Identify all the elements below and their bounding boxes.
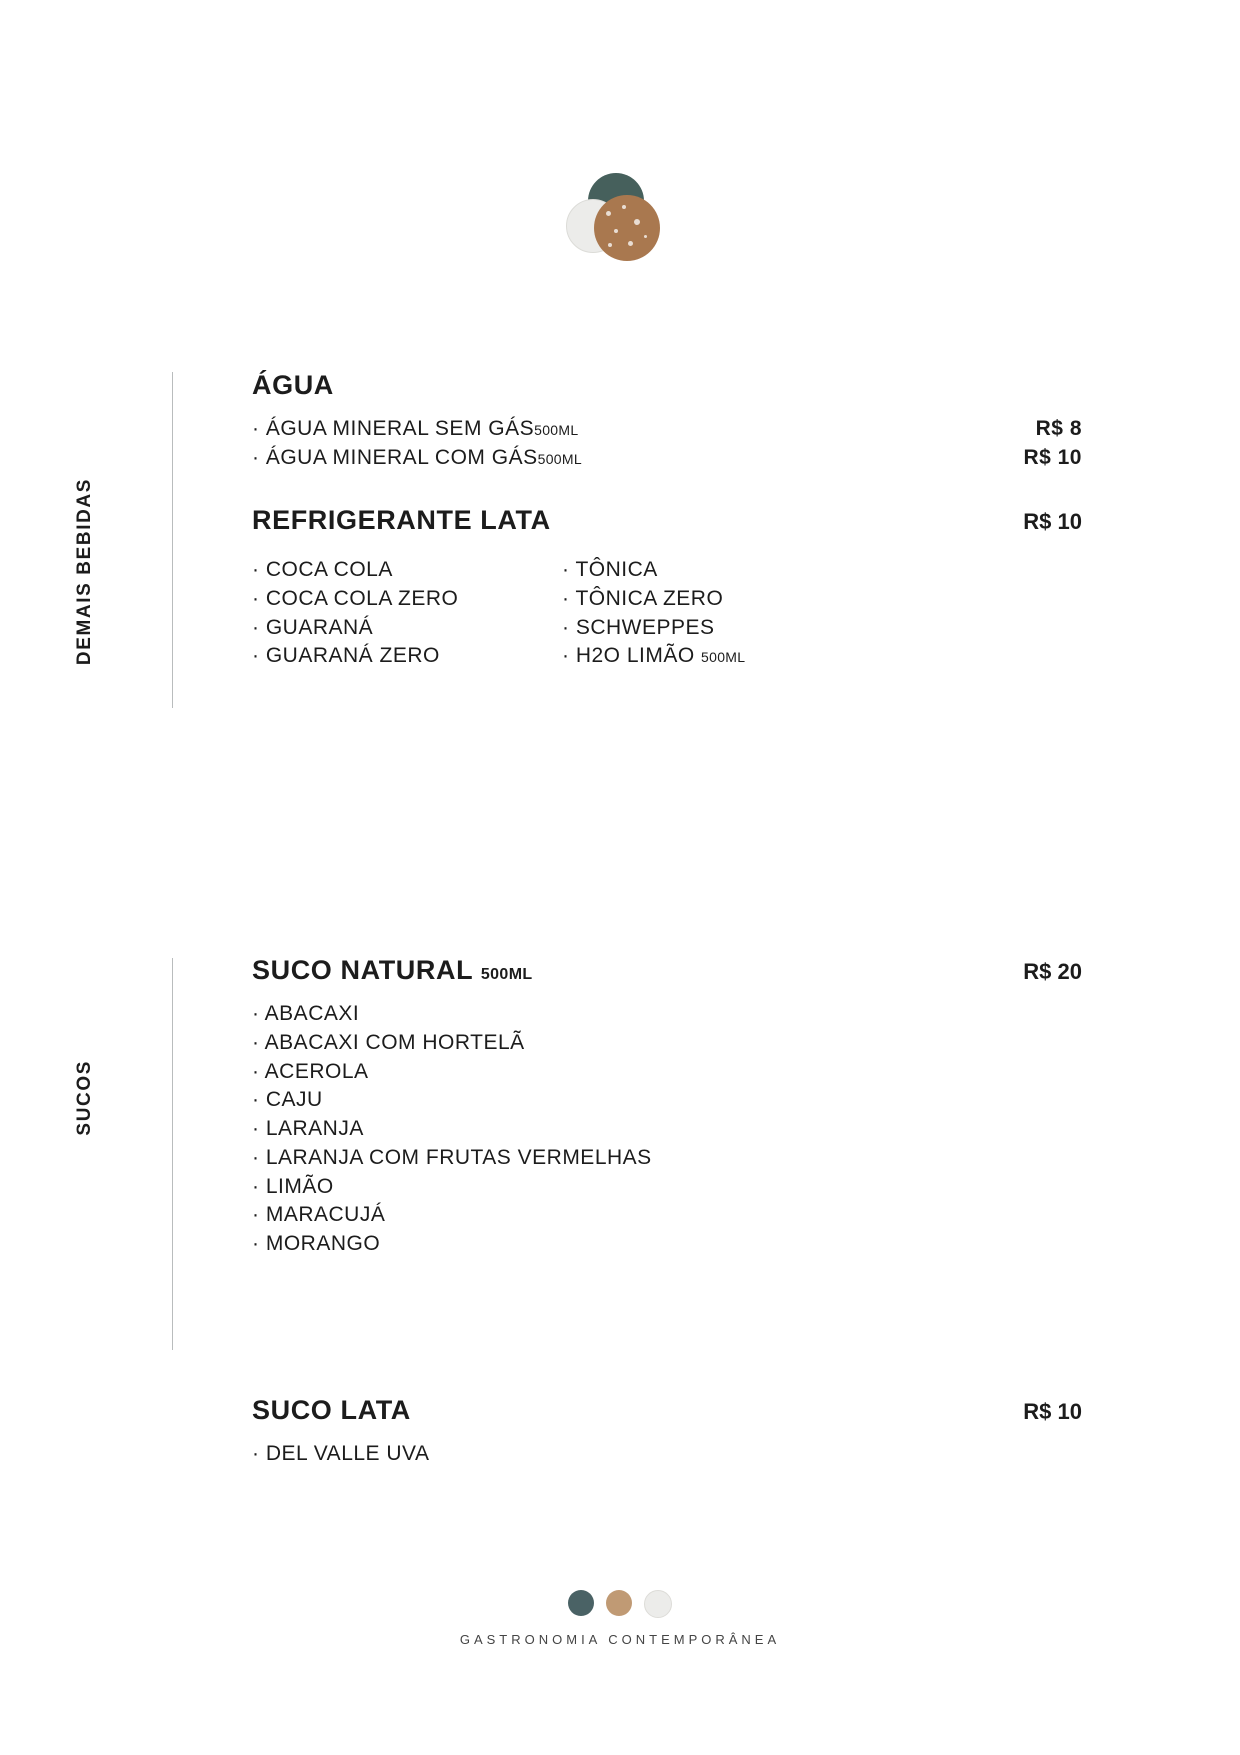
footer-logo-marks	[0, 1590, 1240, 1618]
footer-circle-cream	[644, 1590, 672, 1618]
menu-item-name: · LARANJA	[252, 1115, 364, 1144]
menu-item[interactable]	[252, 1201, 1082, 1230]
menu-item[interactable]	[252, 1173, 1082, 1202]
section-label-sucos: SUCOS	[74, 1060, 95, 1136]
section-items	[252, 1000, 1082, 1259]
logo-circle-copper	[594, 195, 660, 261]
menu-item-name: · LIMÃO	[252, 1173, 334, 1202]
items-column-right	[562, 556, 1082, 671]
menu-item-volume: 500ML	[701, 649, 746, 666]
menu-item[interactable]	[252, 1230, 1082, 1259]
section-header	[252, 505, 1082, 536]
menu-section-agua	[252, 370, 1082, 473]
footer-circle-copper	[606, 1590, 632, 1616]
section-title: SUCO NATURAL 500ML	[252, 955, 533, 985]
menu-item[interactable]	[252, 1440, 1082, 1469]
section-header	[252, 370, 1082, 401]
section-rule-demais-bebidas	[172, 372, 173, 708]
menu-item[interactable]	[252, 1000, 1082, 1029]
section-price: R$ 20	[1023, 959, 1082, 984]
menu-item[interactable]	[252, 1029, 1082, 1058]
menu-item[interactable]	[252, 585, 552, 614]
footer-tagline: GASTRONOMIA CONTEMPORÂNEA	[459, 1632, 781, 1647]
section-price: R$ 10	[1023, 509, 1082, 534]
section-title-volume: 500ML	[480, 966, 533, 983]
section-items	[252, 415, 1082, 473]
section-header	[252, 955, 1082, 986]
section-label-demais-bebidas: DEMAIS BEBIDAS	[74, 478, 95, 666]
menu-item[interactable]	[562, 585, 1082, 614]
menu-item-name: · TÔNICA ZERO	[562, 587, 723, 610]
menu-item[interactable]	[252, 556, 552, 585]
section-price: R$ 10	[1023, 1399, 1082, 1424]
menu-item-name: · ABACAXI COM HORTELÃ	[252, 1029, 525, 1058]
menu-item-name: · MORANGO	[252, 1230, 380, 1259]
menu-item-name: · GUARANÁ	[252, 616, 373, 639]
items-column-left	[252, 556, 552, 671]
section-items	[252, 556, 1082, 671]
menu-item-name: · CAJU	[252, 1086, 323, 1115]
menu-item-name: · COCA COLA	[252, 558, 393, 581]
menu-item-name: · ACEROLA	[252, 1058, 369, 1087]
section-header	[252, 1395, 1082, 1426]
footer	[0, 1590, 1240, 1647]
menu-item[interactable]	[252, 1086, 1082, 1115]
menu-item-name: · COCA COLA ZERO	[252, 587, 458, 610]
menu-item-name: · GUARANÁ ZERO	[252, 644, 440, 667]
menu-section-refrigerante-lata	[252, 505, 1082, 671]
section-title: ÁGUA	[252, 370, 334, 400]
menu-item-name: · DEL VALLE UVA	[252, 1440, 430, 1469]
menu-item-volume: 500ML	[537, 450, 582, 467]
menu-item[interactable]	[252, 1058, 1082, 1087]
menu-item-name: · ÁGUA MINERAL COM GÁS500ML	[252, 444, 582, 473]
menu-item[interactable]	[562, 556, 1082, 585]
section-items	[252, 1440, 1082, 1469]
brand-logo	[0, 160, 1240, 280]
menu-section-suco-natural	[252, 955, 1082, 1259]
menu-item[interactable]	[252, 642, 552, 671]
menu-item[interactable]	[562, 614, 1082, 643]
menu-item[interactable]	[252, 415, 1082, 444]
menu-item-name: · LARANJA COM FRUTAS VERMELHAS	[252, 1144, 652, 1173]
menu-item-price: R$ 10	[1023, 445, 1082, 469]
menu-item[interactable]	[252, 1144, 1082, 1173]
section-title: REFRIGERANTE LATA	[252, 505, 551, 535]
menu-item[interactable]	[252, 614, 552, 643]
menu-item[interactable]	[562, 642, 1082, 671]
menu-section-suco-lata	[252, 1395, 1082, 1469]
menu-item-name: · MARACUJÁ	[252, 1201, 385, 1230]
section-title: SUCO LATA	[252, 1395, 411, 1425]
logo-mark	[560, 165, 680, 275]
menu-item-price: R$ 8	[1035, 417, 1082, 440]
menu-item-name: · H2O LIMÃO 500ML	[562, 644, 745, 667]
section-rule-sucos	[172, 958, 173, 1350]
menu-item-name: · SCHWEPPES	[562, 616, 715, 639]
menu-item[interactable]	[252, 444, 1082, 473]
menu-item-name: · TÔNICA	[562, 558, 658, 581]
menu-item-name: · ABACAXI	[252, 1000, 359, 1029]
menu-item[interactable]	[252, 1115, 1082, 1144]
menu-item-volume: 500ML	[534, 422, 579, 438]
footer-circle-green	[568, 1590, 594, 1616]
menu-item-name: · ÁGUA MINERAL SEM GÁS500ML	[252, 415, 578, 444]
